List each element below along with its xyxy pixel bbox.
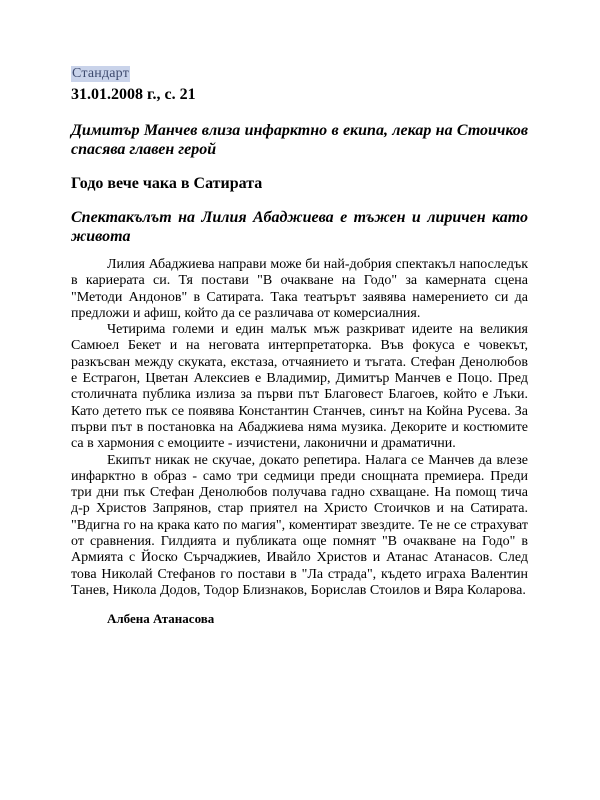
article-paragraph: Лилия Абаджиева направи може би най-добрия спектакъл напоследък в кариерата си. Тя постави "В очакване на Годо" за камерната сцена "Методи Андонов" в Сатирата. Така театърът заявява намерението си да предложи и афиш, който да се различава от комерсиалния. — [71, 257, 528, 321]
headline-kicker: Димитър Манчев влиза инфарктно в екипа, лекар на Стоичков спасява главен герой — [71, 122, 528, 158]
headline-subtitle: Спектакълът на Лилия Абаджиева е тъжен и лиричен като живота — [71, 209, 528, 245]
article-paragraph: Четирима големи и един малък мъж разкриват идеите на великия Самюел Бекет и на неговата интерпретаторка. Във фокуса е човекът, разкъсван между скуката, екстаза, отчаянието и тъгата. Стефан Денолюбов е Естрагон, Цветан Алексиев е Владимир, Димитър Манчев е Поцо. Пред столичната публика излиза за първи път Благовест Благоев, който е Лъки. Като детето пък се появява Константин Станчев, синът на Койна Русева. За първи път в постановка на Абаджиева няма музика. Декорите и костюмите са в хармония с емоциите - изчистени, лаконични и драматични. — [71, 322, 528, 452]
newspaper-logo: Стандарт — [72, 66, 130, 81]
headline-main: Годо вече чака в Сатирата — [71, 175, 263, 192]
article-paragraph: Екипът никак не скучае, докато репетира. Налага се Манчев да влезе инфарктно в образ - само три седмици преди снощната премиера. Преди три дни пък Стефан Денолюбов получава гадно схващане. На помощ тича д-р Христов Запрянов, стар приятел на Христо Стоичков и на Сатирата. "Вдигна го на крака като по магия", коментират звездите. Те не се страхуват от сравнения. Гилдията и публиката още помнят "В очакване на Годо" в Армията с Йоско Сърчаджиев, Ивайло Христов и Атанас Атанасов. След това Николай Стефанов го постави в "Ла страда", където играха Валентин Танев, Никола Додов, Тодор Близнаков, Борислав Стоилов и Вяра Коларова. — [71, 452, 528, 598]
publication-date: 31.01.2008 г., с. 21 — [71, 86, 196, 103]
article-body — [71, 257, 528, 599]
author-name: Албена Атанасова — [107, 611, 215, 626]
